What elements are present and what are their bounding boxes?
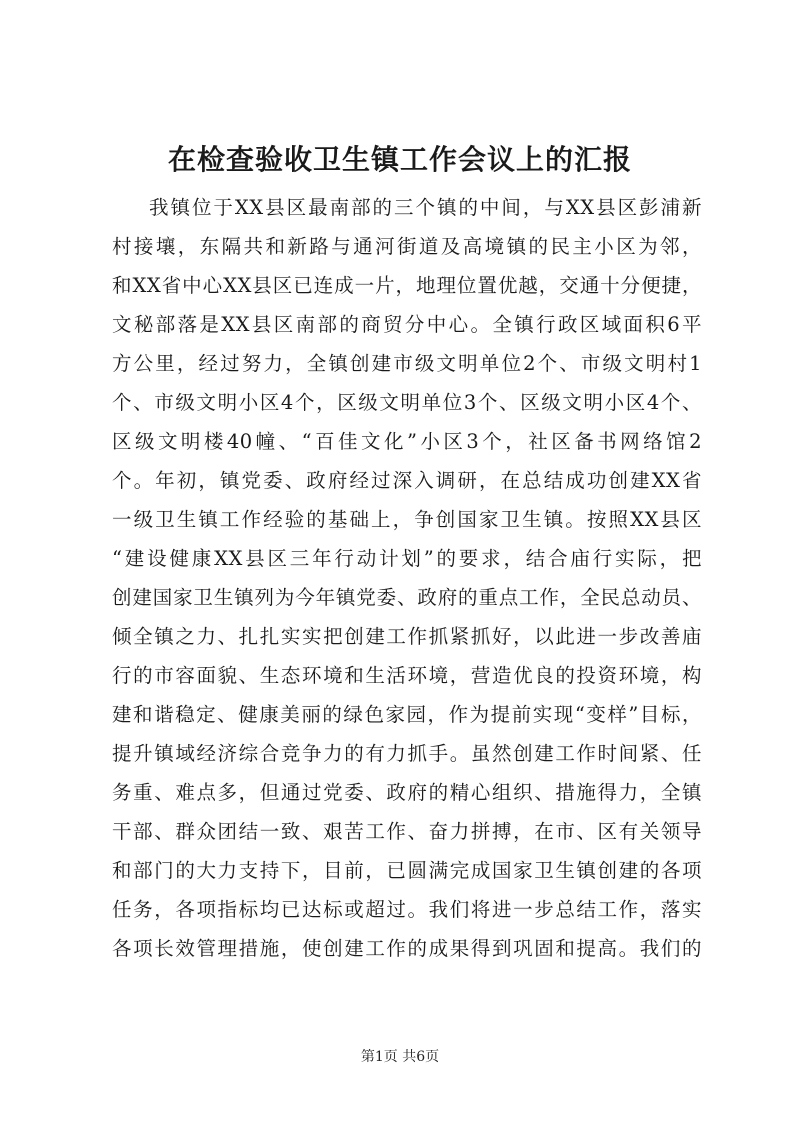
body-line: 建和谐稳定、健康美丽的绿色家园，作为提前实现“变样”目标， [112, 703, 702, 726]
body-line: 和部门的大力支持下，目前，已圆满完成国家卫生镇创建的各项 [112, 859, 702, 882]
body-line: 我镇位于XX县区最南部的三个镇的中间，与XX县区彭浦新 [149, 196, 702, 219]
body-line: 任务，各项指标均已达标或超过。我们将进一步总结工作，落实 [112, 898, 702, 921]
body-line: 文秘部落是XX县区南部的商贸分中心。全镇行政区域面积6平 [112, 313, 702, 336]
body-line: 和XX省中心XX县区已连成一片，地理位置优越，交通十分便捷， [112, 274, 702, 297]
body-line: 个、市级文明小区4个，区级文明单位3个、区级文明小区4个、 [112, 391, 702, 414]
document-title: 在检查验收卫生镇工作会议上的汇报 [167, 143, 632, 176]
document-body [112, 188, 702, 968]
body-line: 倾全镇之力、扎扎实实把创建工作抓紧抓好，以此进一步改善庙 [112, 625, 702, 648]
body-line: 务重、难点多，但通过党委、政府的精心组织、措施得力，全镇 [112, 781, 702, 804]
body-line: 各项长效管理措施，使创建工作的成果得到巩固和提高。我们的 [112, 937, 702, 960]
body-line: 区级文明楼40幢、“百佳文化”小区3个，社区备书网络馆2 [112, 430, 702, 453]
body-line: 村接壤，东隔共和新路与通河街道及高境镇的民主小区为邻， [112, 235, 702, 258]
page-footer: 第1页 共6页 [360, 1049, 440, 1065]
body-line: 个。年初，镇党委、政府经过深入调研，在总结成功创建XX省 [112, 469, 702, 492]
body-line: 干部、群众团结一致、艰苦工作、奋力拼搏，在市、区有关领导 [112, 820, 702, 843]
body-line: 创建国家卫生镇列为今年镇党委、政府的重点工作，全民总动员、 [112, 586, 702, 609]
body-line: 一级卫生镇工作经验的基础上，争创国家卫生镇。按照XX县区 [112, 508, 702, 531]
body-line: 行的市容面貌、生态环境和生活环境，营造优良的投资环境，构 [112, 664, 702, 687]
body-line: 方公里，经过努力，全镇创建市级文明单位2个、市级文明村1 [112, 352, 702, 375]
body-line: “建设健康XX县区三年行动计划”的要求，结合庙行实际，把 [112, 547, 702, 570]
body-line: 提升镇域经济综合竞争力的有力抓手。虽然创建工作时间紧、任 [112, 742, 702, 765]
